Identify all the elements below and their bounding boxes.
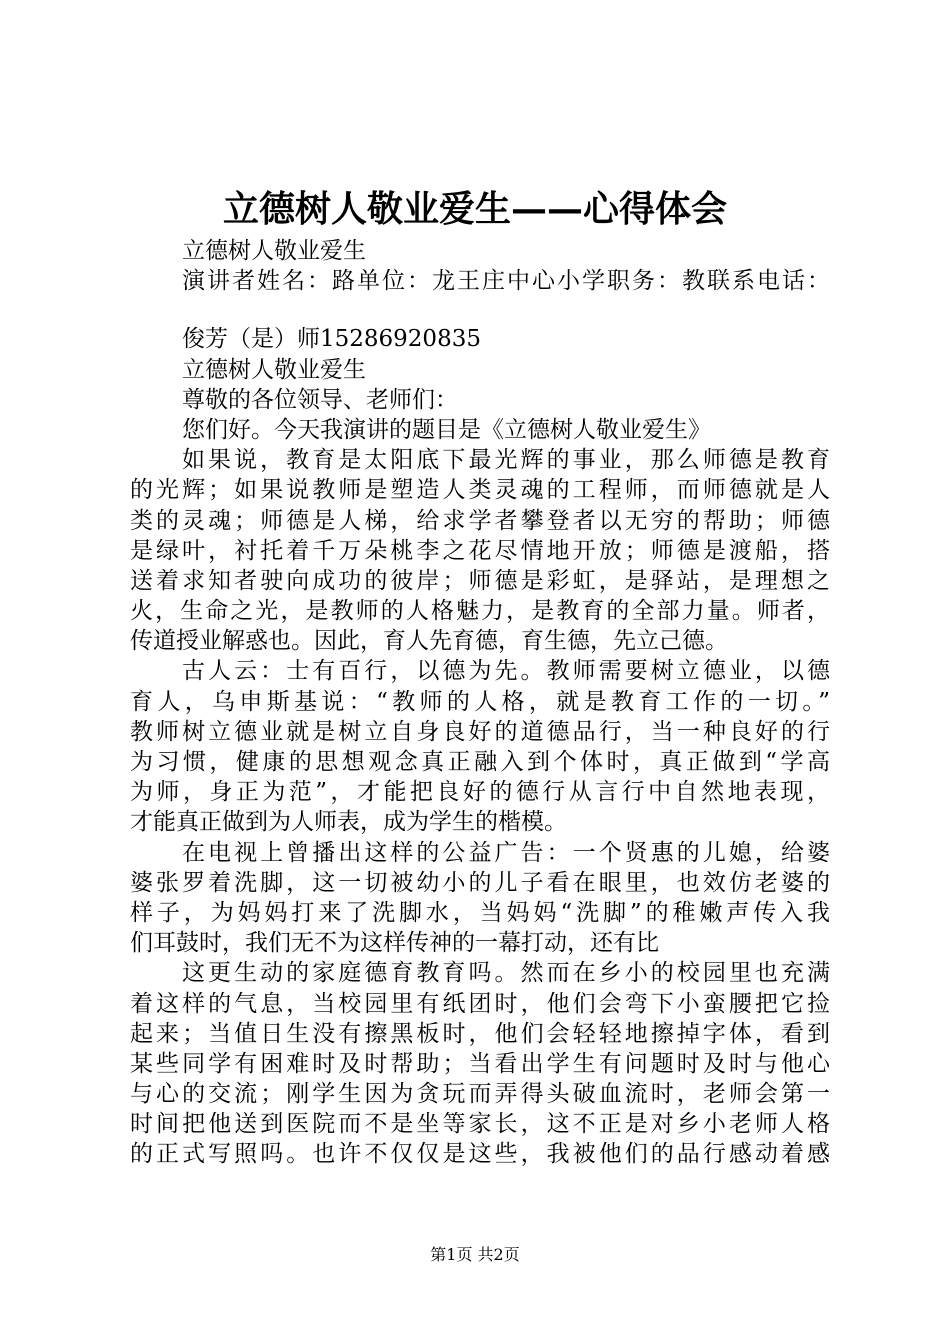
text-line: 样子，为妈妈打来了洗脚水，当妈妈“洗脚”的稚嫩声传入我 [130, 899, 830, 926]
text-line: 着这样的气息，当校园里有纸团时，他们会弯下小蛮腰把它捡 [130, 990, 830, 1017]
text-line: 育人，乌申斯基说：“教师的人格，就是教育工作的一切。” [130, 688, 830, 715]
document-title: 立德树人敬业爱生——心得体会 [222, 188, 727, 230]
text-line: 火，生命之光，是教师的人格魅力，是教育的全部力量。师者， [130, 598, 830, 625]
text-line: 为习惯，健康的思想观念真正融入到个体时，真正做到“学高 [130, 749, 830, 775]
document-body [130, 236, 830, 1170]
text-line: 的正式写照吗。也许不仅仅是这些，我被他们的品行感动着感 [130, 1141, 830, 1168]
text-line: 某些同学有困难时及时帮助；当看出学生有问题时及时与他心 [130, 1050, 830, 1077]
paragraph-gap [130, 296, 830, 324]
text-line: 送着求知者驶向成功的彼岸；师德是彩虹，是驿站，是理想之 [130, 567, 830, 594]
text-line: 婆张罗着洗脚，这一切被幼小的儿子看在眼里，也效仿老婆的 [130, 869, 830, 896]
text-line: 是绿叶，衬托着千万朵桃李之花尽情地开放；师德是渡船，搭 [130, 537, 830, 564]
text-line: 演讲者姓名：路单位：龙王庄中心小学职务：教联系电话： [182, 268, 830, 295]
text-line: 立德树人敬业爱生 [182, 356, 366, 383]
text-line: 与心的交流；刚学生因为贪玩而弄得头破血流时，老师会第一 [130, 1081, 830, 1108]
text-line: 起来；当值日生没有擦黑板时，他们会轻轻地擦掉字体，看到 [130, 1020, 830, 1047]
text-line: 才能真正做到为人师表，成为学生的楷模。 [130, 809, 567, 836]
text-line: 类的灵魂；师德是人梯，给求学者攀登者以无穷的帮助；师德 [130, 507, 830, 534]
text-line: 传道授业解惑也。因此，育人先育德，育生德，先立己德。 [130, 628, 728, 655]
text-line: 立德树人敬业爱生 [182, 238, 366, 264]
text-line: 的光辉；如果说教师是塑造人类灵魂的工程师，而师德就是人 [130, 477, 830, 504]
text-line: 尊敬的各位领导、老师们： [182, 386, 458, 413]
text-line: 为师，身正为范”，才能把良好的德行从言行中自然地表现， [130, 779, 830, 806]
text-line: 您们好。今天我演讲的题目是《立德树人敬业爱生》 [182, 416, 711, 443]
text-line: 如果说，教育是太阳底下最光辉的事业，那么师德是教育 [182, 447, 830, 474]
text-line: 古人云：士有百行，以德为先。教师需要树立德业，以德 [182, 658, 830, 685]
text-line: 时间把他送到医院而不是坐等家长，这不正是对乡小老师人格 [130, 1111, 830, 1138]
text-line: 教师树立德业就是树立自身良好的道德品行，当一种良好的行 [130, 718, 830, 745]
page-footer: 第1页 共2页 [430, 1245, 520, 1264]
text-line: 这更生动的家庭德育教育吗。然而在乡小的校园里也充满 [182, 960, 830, 987]
text-line: 在电视上曾播出这样的公益广告：一个贤惠的儿媳，给婆 [182, 839, 830, 866]
text-line: 们耳鼓时，我们无不为这样传神的一幕打动，还有比 [130, 930, 659, 957]
text-line: 俊芳（是）师15286920835 [182, 326, 481, 353]
